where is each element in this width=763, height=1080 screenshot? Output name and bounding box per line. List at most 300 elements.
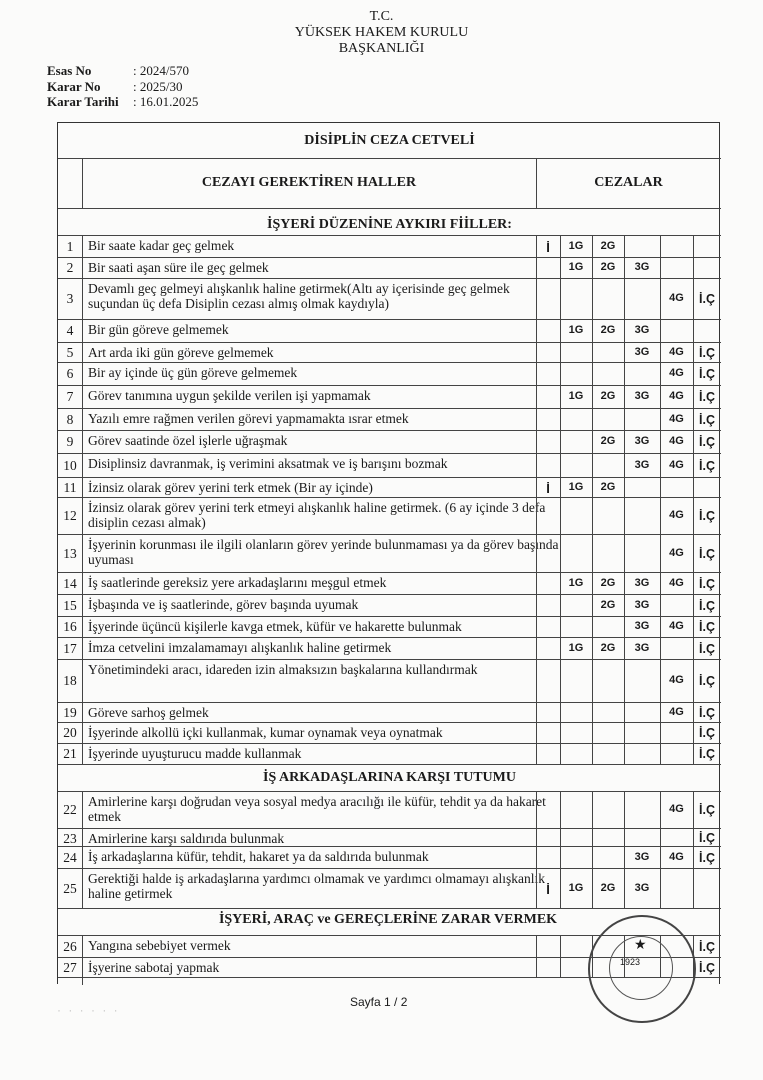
violation-description: Art arda iki gün göreve gelmemek <box>88 345 274 360</box>
divider <box>624 477 625 497</box>
penalty-cell: 2G <box>600 641 616 654</box>
violation-description: Görev saatinde özel işlerle uğraşmak <box>88 433 288 448</box>
divider <box>624 846 625 868</box>
penalty-cell: İ.Ç <box>699 576 715 591</box>
divider <box>536 342 537 362</box>
official-seal <box>588 915 696 1023</box>
divider <box>624 385 625 408</box>
divider <box>82 637 83 659</box>
divider <box>592 702 593 722</box>
row-number: 2 <box>66 260 74 275</box>
penalty-cell: 2G <box>600 576 616 589</box>
penalty-cell: 1G <box>568 881 584 894</box>
violation-description: Devamlı geç gelmeyi alışkanlık haline getirmek(Altı ay içerisinde geç gelmek suçundan üç defa Disiplin cezası almış olmak kaydıyla) <box>88 281 510 311</box>
penalty-cell: 4G <box>669 576 684 589</box>
penalty-cell: İ.Ç <box>699 620 715 634</box>
divider <box>58 477 721 478</box>
divider <box>58 430 721 431</box>
divider <box>693 408 694 430</box>
divider <box>693 385 694 408</box>
row-number: 15 <box>63 597 77 613</box>
divider <box>82 319 83 342</box>
divider <box>560 572 561 594</box>
divider <box>82 722 83 743</box>
divider <box>592 791 593 828</box>
penalty-cell: 3G <box>634 576 650 589</box>
violation-description: İşyerinde alkollü içki kullanmak, kumar oynamak veya oynatmak <box>88 725 443 740</box>
penalty-cell: İ.Ç <box>699 598 715 613</box>
violation-description: Görev tanımına uygun şekilde verilen işi yapmamak <box>88 388 371 403</box>
divider <box>58 235 721 236</box>
divider <box>592 477 593 497</box>
penalty-cell: 1G <box>568 324 584 336</box>
penalty-cell: İ.Ç <box>699 435 715 449</box>
divider <box>693 362 694 385</box>
divider <box>624 702 625 722</box>
divider <box>660 385 661 408</box>
row-number: 12 <box>63 508 77 523</box>
divider <box>560 534 561 572</box>
divider <box>560 616 561 637</box>
divider <box>560 453 561 477</box>
page-number: Sayfa 1 / 2 <box>350 995 408 1009</box>
row-number: 19 <box>63 705 77 720</box>
divider <box>592 637 593 659</box>
violation-description: İzinsiz olarak görev yerini terk etmeyi alışkanlık haline getirmek. (6 ay içinde 3 defa disiplin cezası almak) <box>88 500 546 530</box>
section-title-workplace-order: İŞYERİ DÜZENİNE AYKIRI FİİLLER: <box>267 217 512 232</box>
penalty-cell: 2G <box>600 239 616 252</box>
divider <box>58 868 721 869</box>
row-number: 22 <box>63 802 77 817</box>
violation-description: İş saatlerinde gereksiz yere arkadaşlarını meşgul etmek <box>88 575 387 590</box>
violation-description: Gerektiği halde iş arkadaşlarına yardımcı olmamak ve yardımcı olmamayı alışkanlık haline getirmek <box>88 871 545 901</box>
penalty-cell: 2G <box>600 261 616 273</box>
header-presidency: BAŞKANLIĞI <box>338 41 425 56</box>
divider <box>693 702 694 722</box>
divider <box>693 659 694 702</box>
header-institution: YÜKSEK HAKEM KURULU <box>294 25 469 40</box>
divider <box>82 594 83 616</box>
divider <box>536 385 537 408</box>
decision-meta <box>47 63 198 110</box>
row-number: 4 <box>66 323 74 338</box>
divider <box>592 430 593 453</box>
divider <box>693 477 694 497</box>
penalty-cell: 4G <box>669 674 684 686</box>
divider <box>536 362 537 385</box>
violation-description: Yönetimindeki aracı, idareden izin almaksızın başkalarına kullandırmak <box>88 662 478 677</box>
divider <box>58 453 721 454</box>
divider <box>592 342 593 362</box>
divider <box>693 828 694 846</box>
divider <box>624 430 625 453</box>
penalty-cell: İ <box>546 480 550 496</box>
row-number: 27 <box>63 960 77 975</box>
row-number: 5 <box>66 345 74 360</box>
divider <box>82 572 83 594</box>
divider <box>592 362 593 385</box>
divider <box>536 616 537 637</box>
divider <box>58 637 721 638</box>
divider <box>82 430 83 453</box>
divider <box>58 534 721 535</box>
divider <box>660 342 661 362</box>
column-header-penalties: CEZALAR <box>594 175 663 190</box>
divider <box>624 319 625 342</box>
divider <box>624 722 625 743</box>
divider <box>536 659 537 702</box>
divider <box>82 362 83 385</box>
divider <box>592 868 593 908</box>
divider <box>58 208 721 209</box>
row-number: 13 <box>63 545 77 561</box>
violation-description: İşyerinde üçüncü kişilerle kavga etmek, küfür ve hakarette bulunmak <box>88 619 462 634</box>
row-number: 25 <box>63 880 77 896</box>
divider <box>82 659 83 702</box>
penalty-cell: 1G <box>568 261 584 273</box>
divider <box>592 572 593 594</box>
divider <box>82 477 83 497</box>
divider <box>660 453 661 477</box>
penalty-cell: İ.Ç <box>699 747 715 761</box>
divider <box>560 868 561 908</box>
divider <box>58 572 721 573</box>
penalty-cell: 4G <box>669 546 684 559</box>
divider <box>82 385 83 408</box>
penalty-cell: 4G <box>669 390 684 402</box>
divider <box>82 977 83 985</box>
divider <box>82 278 83 319</box>
divider <box>693 572 694 594</box>
divider <box>560 235 561 257</box>
divider <box>58 791 721 792</box>
divider <box>624 278 625 319</box>
violation-description: İzinsiz olarak görev yerini terk etmek (Bir ay içinde) <box>88 480 373 495</box>
divider <box>560 935 561 957</box>
penalty-cell: İ.Ç <box>699 390 715 404</box>
row-number: 11 <box>63 480 77 495</box>
penalty-cell: 3G <box>634 345 650 358</box>
divider <box>592 534 593 572</box>
divider <box>660 430 661 453</box>
row-number: 10 <box>63 457 77 473</box>
divider <box>560 702 561 722</box>
divider <box>58 828 721 829</box>
divider <box>536 702 537 722</box>
divider <box>82 257 83 278</box>
divider <box>536 534 537 572</box>
faded-row-marker: · · · · · · <box>57 1003 120 1017</box>
penalty-cell: 2G <box>600 598 616 611</box>
divider <box>560 430 561 453</box>
divider <box>693 594 694 616</box>
divider <box>693 534 694 572</box>
penalty-cell: 3G <box>634 598 650 611</box>
divider <box>58 319 721 320</box>
divider <box>660 722 661 743</box>
divider <box>592 278 593 319</box>
divider <box>592 319 593 342</box>
penalty-cell: 4G <box>669 509 684 521</box>
penalty-cell: İ.Ç <box>699 412 715 427</box>
penalty-cell: 4G <box>669 458 684 471</box>
row-number: 24 <box>63 849 77 865</box>
penalty-cell: 3G <box>634 261 650 273</box>
divider <box>660 594 661 616</box>
row-number: 14 <box>63 575 77 591</box>
penalty-cell: 2G <box>600 881 616 894</box>
divider <box>693 743 694 764</box>
divider <box>58 385 721 386</box>
penalty-cell: İ.Ç <box>699 939 715 954</box>
divider <box>536 828 537 846</box>
divider <box>660 846 661 868</box>
row-number: 8 <box>66 411 74 427</box>
divider <box>536 477 537 497</box>
divider <box>58 278 721 279</box>
divider <box>560 791 561 828</box>
divider <box>660 477 661 497</box>
divider <box>624 362 625 385</box>
divider <box>536 319 537 342</box>
penalty-cell: 4G <box>669 345 684 358</box>
divider <box>660 497 661 534</box>
divider <box>560 659 561 702</box>
divider <box>536 868 537 908</box>
penalty-cell: İ.Ç <box>699 345 715 360</box>
violation-description: İşyerinde uyuşturucu madde kullanmak <box>88 746 302 761</box>
penalty-cell: 3G <box>634 620 650 632</box>
row-number: 20 <box>63 725 77 740</box>
divider <box>82 957 83 977</box>
divider <box>58 257 721 258</box>
divider <box>592 257 593 278</box>
row-number: 17 <box>63 640 77 656</box>
section-title-damage: İŞYERİ, ARAÇ ve GEREÇLERİNE ZARAR VERMEK <box>218 912 558 927</box>
divider <box>660 278 661 319</box>
penalty-cell: İ.Ç <box>699 705 715 720</box>
penalty-cell: 1G <box>568 480 584 493</box>
divider <box>58 908 721 909</box>
penalty-cell: İ.Ç <box>699 641 715 656</box>
violation-description: Yazılı emre rağmen verilen görevi yapmamakta ısrar etmek <box>88 411 409 426</box>
violation-description: İşbaşında ve iş saatlerinde, görev başında uyumak <box>88 597 359 612</box>
divider <box>58 846 721 847</box>
penalty-cell: İ.Ç <box>699 674 715 688</box>
penalty-cell: İ <box>546 239 550 255</box>
violation-description: İmza cetvelini imzalamamayı alışkanlık haline getirmek <box>88 640 392 655</box>
divider <box>660 235 661 257</box>
divider <box>82 743 83 764</box>
divider <box>58 702 721 703</box>
penalty-cell: 2G <box>600 435 616 447</box>
penalty-cell: 3G <box>634 324 650 336</box>
divider <box>624 791 625 828</box>
divider <box>560 722 561 743</box>
divider <box>693 319 694 342</box>
divider <box>536 235 537 257</box>
divider <box>624 868 625 908</box>
divider <box>660 257 661 278</box>
divider <box>536 594 537 616</box>
divider <box>82 828 83 846</box>
divider <box>592 616 593 637</box>
penalty-cell: 4G <box>669 435 684 447</box>
violation-description: Disiplinsiz davranmak, iş verimini aksatmak ve iş barışını bozmak <box>88 456 448 471</box>
divider <box>693 722 694 743</box>
divider <box>624 743 625 764</box>
divider <box>82 846 83 868</box>
divider <box>560 319 561 342</box>
divider <box>536 957 537 977</box>
row-number: 18 <box>63 673 77 688</box>
divider <box>693 497 694 534</box>
divider <box>624 257 625 278</box>
divider <box>560 846 561 868</box>
divider <box>592 846 593 868</box>
violation-description: Amirlerine karşı doğrudan veya sosyal medya aracılığı ile küfür, tehdit ya da hakaret etmek <box>88 794 546 824</box>
violation-description: Bir saate kadar geç gelmek <box>88 238 235 253</box>
divider <box>58 743 721 744</box>
penalty-cell: 1G <box>568 239 584 252</box>
penalty-cell: İ.Ç <box>699 367 715 381</box>
divider <box>536 453 537 477</box>
penalty-cell: İ.Ç <box>699 830 715 845</box>
penalty-cell: İ.Ç <box>699 509 715 523</box>
divider <box>82 616 83 637</box>
row-number: 21 <box>63 746 77 761</box>
row-number: 23 <box>63 831 77 846</box>
divider <box>592 408 593 430</box>
divider <box>660 791 661 828</box>
tarih-label: Karar Tarihi <box>47 94 119 109</box>
divider <box>58 158 721 159</box>
penalty-cell: 4G <box>669 367 684 379</box>
violation-description: Bir ay içinde üç gün göreve gelmemek <box>88 365 298 380</box>
divider <box>624 497 625 534</box>
divider <box>560 257 561 278</box>
penalty-cell: İ.Ç <box>699 546 715 561</box>
divider <box>624 572 625 594</box>
violation-description: Amirlerine karşı saldırıda bulunmak <box>88 831 285 846</box>
penalty-cell: İ.Ç <box>699 458 715 473</box>
divider <box>693 257 694 278</box>
penalty-cell: 3G <box>634 390 650 402</box>
row-number: 3 <box>66 291 74 306</box>
divider <box>660 637 661 659</box>
divider <box>536 278 537 319</box>
divider <box>82 497 83 534</box>
penalty-cell: 3G <box>634 850 650 863</box>
row-number: 6 <box>66 366 74 381</box>
penalty-cell: 3G <box>634 458 650 471</box>
divider <box>693 278 694 319</box>
esas-label: Esas No <box>47 63 92 78</box>
divider <box>560 957 561 977</box>
penalty-cell: 1G <box>568 390 584 402</box>
divider <box>560 385 561 408</box>
divider <box>58 764 721 765</box>
divider <box>536 846 537 868</box>
divider <box>693 868 694 908</box>
divider <box>536 637 537 659</box>
divider <box>58 616 721 617</box>
divider <box>536 743 537 764</box>
divider <box>660 408 661 430</box>
penalty-cell: 2G <box>600 390 616 402</box>
divider <box>560 637 561 659</box>
divider <box>660 743 661 764</box>
divider <box>536 497 537 534</box>
divider <box>693 453 694 477</box>
divider <box>58 497 721 498</box>
divider <box>560 362 561 385</box>
divider <box>536 430 537 453</box>
penalty-cell: 4G <box>669 620 684 632</box>
divider <box>58 594 721 595</box>
divider <box>82 935 83 957</box>
divider <box>82 868 83 908</box>
divider <box>536 408 537 430</box>
penalty-cell: İ.Ç <box>699 726 715 740</box>
divider <box>624 594 625 616</box>
divider <box>592 497 593 534</box>
divider <box>592 743 593 764</box>
divider <box>536 791 537 828</box>
violation-description: Bir gün göreve gelmemek <box>88 322 229 337</box>
divider <box>560 594 561 616</box>
divider <box>624 235 625 257</box>
divider <box>560 342 561 362</box>
divider <box>660 534 661 572</box>
divider <box>693 791 694 828</box>
penalty-cell: 3G <box>634 435 650 447</box>
divider <box>560 497 561 534</box>
divider <box>536 572 537 594</box>
violation-description: İşyerinin korunması ile ilgili olanların görev yerinde bulunmaması ya da görev başında uyuması <box>88 537 559 567</box>
divider <box>624 453 625 477</box>
divider <box>624 616 625 637</box>
divider <box>82 235 83 257</box>
divider <box>82 453 83 477</box>
divider <box>82 534 83 572</box>
penalty-cell: İ.Ç <box>699 850 715 865</box>
violation-description: Yangına sebebiyet vermek <box>88 938 231 953</box>
row-number: 9 <box>66 434 74 449</box>
divider <box>592 235 593 257</box>
divider <box>560 278 561 319</box>
penalty-cell: 1G <box>568 641 584 654</box>
table-title: DİSİPLİN CEZA CETVELİ <box>304 133 475 148</box>
divider <box>660 616 661 637</box>
penalty-cell: 4G <box>669 412 684 425</box>
penalty-cell: 1G <box>568 576 584 589</box>
divider <box>660 572 661 594</box>
divider <box>693 846 694 868</box>
divider <box>58 722 721 723</box>
divider <box>58 408 721 409</box>
penalty-cell: 4G <box>669 803 684 815</box>
divider <box>660 362 661 385</box>
penalty-cell: 2G <box>600 324 616 336</box>
divider <box>693 430 694 453</box>
row-number: 7 <box>66 389 74 404</box>
seal-year: 1923 <box>620 957 641 967</box>
divider <box>82 342 83 362</box>
violation-description: Göreve sarhoş gelmek <box>88 705 209 720</box>
divider <box>693 235 694 257</box>
penalty-cell: İ <box>546 881 550 897</box>
